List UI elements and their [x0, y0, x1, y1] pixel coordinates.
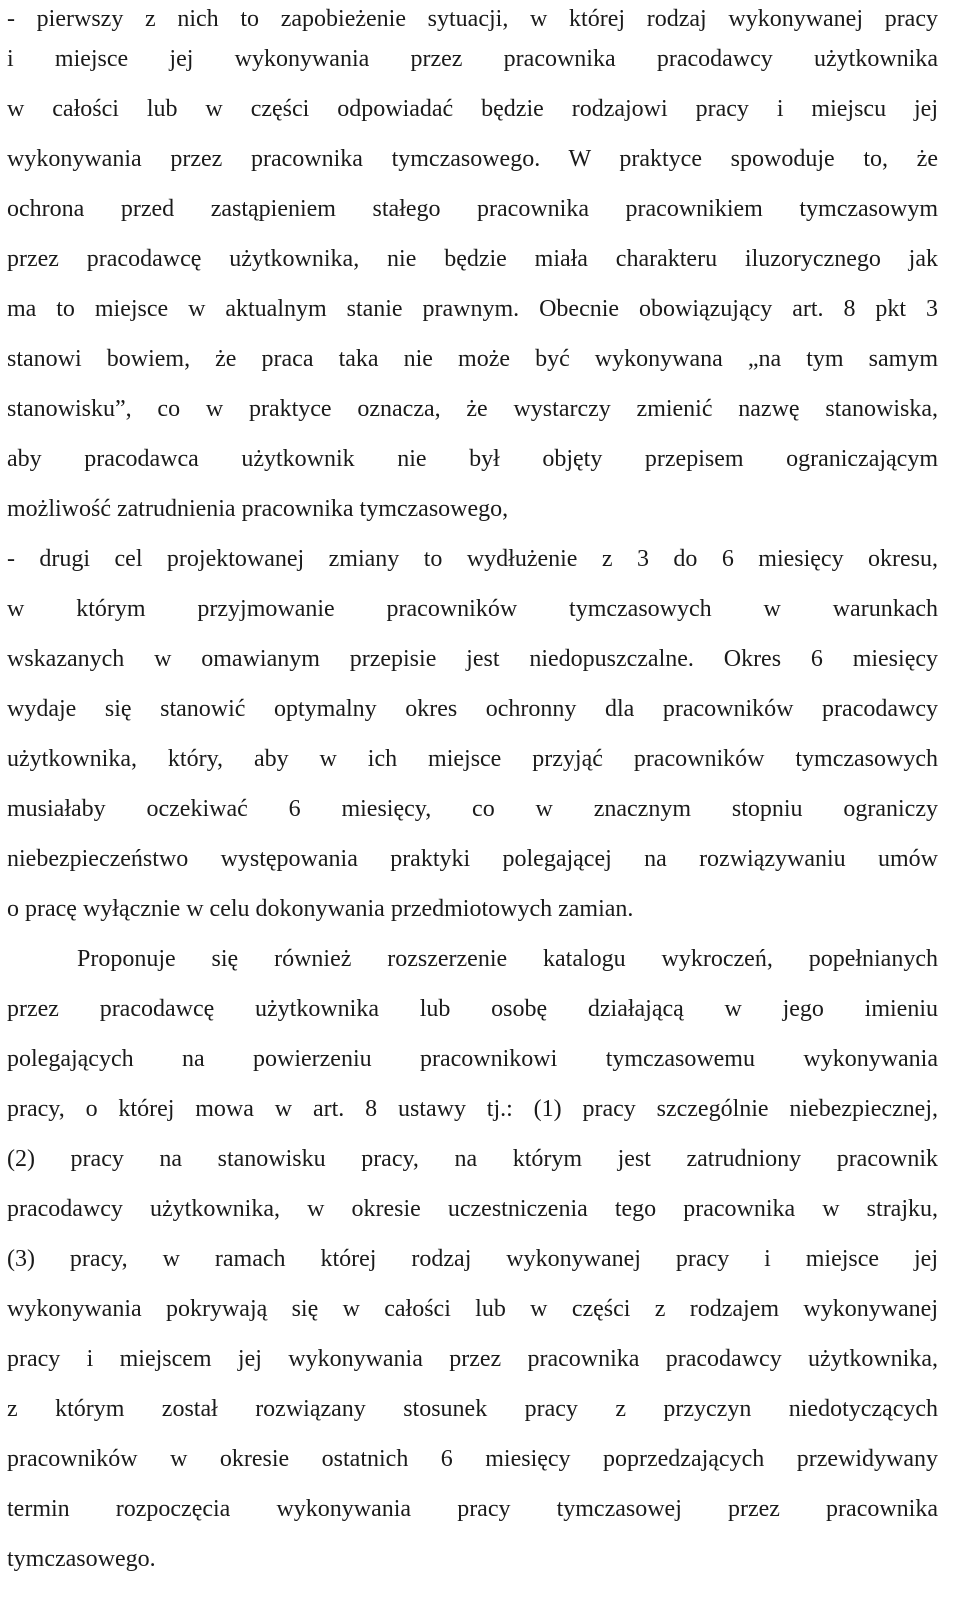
text-line: o pracę wyłącznie w celu dokonywania przedmiotowych zamian. [7, 896, 634, 922]
text-line: wskazanych w omawianym przepisie jest niedopuszczalne. Okres 6 miesięcy [7, 646, 938, 672]
text-line: pracy, o której mowa w art. 8 ustawy tj.: (1) pracy szczególnie niebezpiecznej, [7, 1096, 938, 1122]
text-line: niebezpieczeństwo występowania praktyki polegającej na rozwiązywaniu umów [7, 846, 938, 872]
text-line: wykonywania przez pracownika tymczasowego. W praktyce spowoduje to, że [7, 146, 938, 172]
text-line: pracodawcy użytkownika, w okresie uczestniczenia tego pracownika w strajku, [7, 1196, 938, 1222]
text-line: (3) pracy, w ramach której rodzaj wykonywanej pracy i miejsce jej [7, 1246, 938, 1272]
text-line: wykonywania pokrywają się w całości lub w części z rodzajem wykonywanej [7, 1296, 938, 1322]
text-line: ochrona przed zastąpieniem stałego pracownika pracownikiem tymczasowym [7, 196, 938, 222]
text-line: w całości lub w części odpowiadać będzie rodzajowi pracy i miejscu jej [7, 96, 938, 122]
text-line: możliwość zatrudnienia pracownika tymczasowego, [7, 496, 509, 522]
text-line: pracy i miejscem jej wykonywania przez pracownika pracodawcy użytkownika, [7, 1346, 938, 1372]
text-line: tymczasowego. [7, 1546, 156, 1572]
text-line: stanowi bowiem, że praca taka nie może być wykonywana „na tym samym [7, 346, 938, 372]
text-line: przez pracodawcę użytkownika, nie będzie miała charakteru iluzorycznego jak [7, 246, 938, 272]
text-line: polegających na powierzeniu pracownikowi tymczasowemu wykonywania [7, 1046, 938, 1072]
text-line: w którym przyjmowanie pracowników tymczasowych w warunkach [7, 596, 938, 622]
text-line: ma to miejsce w aktualnym stanie prawnym. Obecnie obowiązujący art. 8 pkt 3 [7, 296, 938, 322]
text-line: aby pracodawca użytkownik nie był objęty przepisem ograniczającym [7, 446, 938, 472]
text-line: - drugi cel projektowanej zmiany to wydłużenie z 3 do 6 miesięcy okresu, [7, 546, 938, 572]
text-line: musiałaby oczekiwać 6 miesięcy, co w znacznym stopniu ograniczy [7, 796, 938, 822]
text-line: (2) pracy na stanowisku pracy, na którym jest zatrudniony pracownik [7, 1146, 938, 1172]
text-line: użytkownika, który, aby w ich miejsce przyjąć pracowników tymczasowych [7, 746, 938, 772]
text-line: wydaje się stanowić optymalny okres ochronny dla pracowników pracodawcy [7, 696, 938, 722]
text-line: Proponuje się również rozszerzenie katalogu wykroczeń, popełnianych [77, 946, 938, 972]
text-line: pracowników w okresie ostatnich 6 miesięcy poprzedzających przewidywany [7, 1446, 938, 1472]
text-line: i miejsce jej wykonywania przez pracownika pracodawcy użytkownika [7, 46, 938, 72]
text-line: termin rozpoczęcia wykonywania pracy tymczasowej przez pracownika [7, 1496, 938, 1522]
text-line: przez pracodawcę użytkownika lub osobę działającą w jego imieniu [7, 996, 938, 1022]
text-line: z którym został rozwiązany stosunek pracy z przyczyn niedotyczących [7, 1396, 938, 1422]
text-line: - pierwszy z nich to zapobieżenie sytuacji, w której rodzaj wykonywanej pracy [7, 6, 938, 32]
text-line: stanowisku”, co w praktyce oznacza, że wystarczy zmienić nazwę stanowiska, [7, 396, 938, 422]
